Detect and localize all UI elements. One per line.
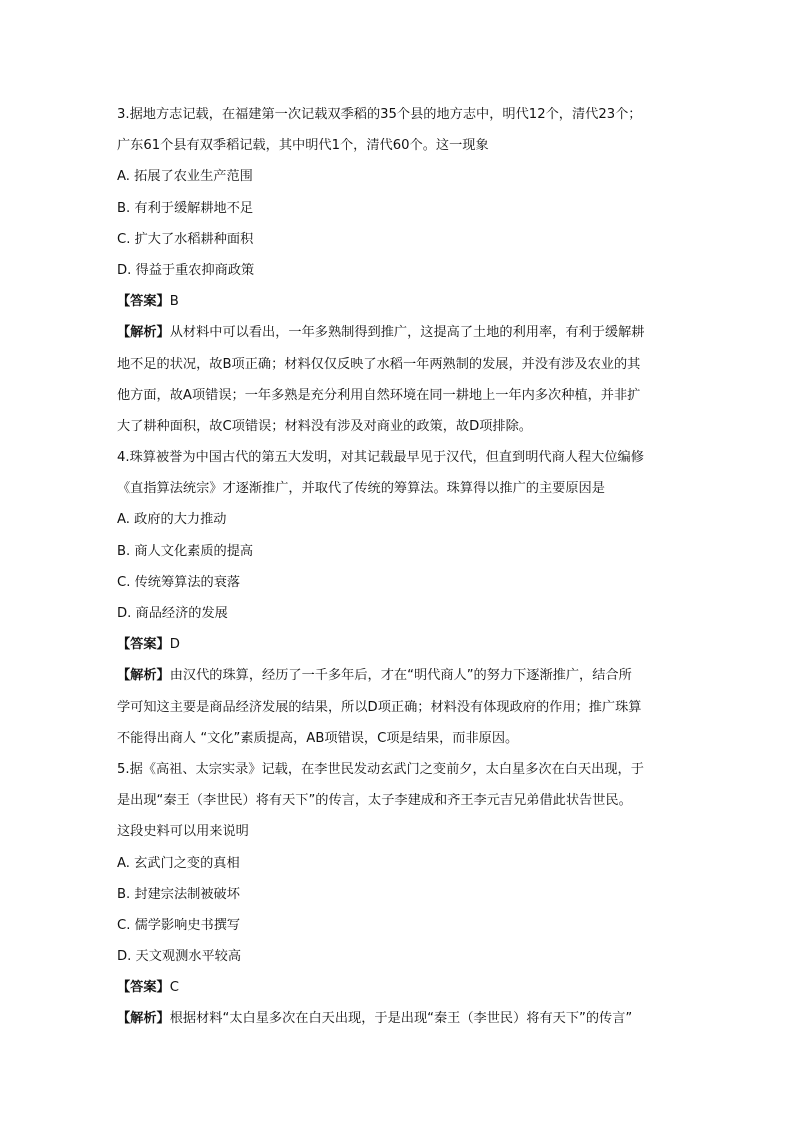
q4-stem-line-1: 4.珠算被誉为中国古代的第五大发明，对其记载最早见于汉代，但直到明代商人程大位编修 — [117, 450, 644, 466]
q4-stem-line-2: 《直指算法统宗》才逐渐推广，并取代了传统的筹算法。珠算得以推广的主要原因是 — [117, 481, 605, 497]
document-page — [117, 99, 679, 1035]
answer-value: C — [169, 980, 179, 996]
answer-tag: 【答案】 — [117, 637, 170, 653]
analysis-text: 从材料中可以看出，一年多熟制得到推广，这提高了土地的利用率，有利于缓解耕 — [169, 325, 645, 341]
q3-option-c: C. 扩大了水稻耕种面积 — [117, 231, 254, 247]
q3-option-b: B. 有利于缓解耕地不足 — [117, 200, 254, 216]
q3-analysis-line-2: 地不足的状况，故B项正确；材料仅仅反映了水稻一年两熟制的发展，并没有涉及农业的其 — [117, 356, 641, 372]
q3-stem-line-1: 3.据地方志记载，在福建第一次记载双季稻的35个县的地方志中，明代12个，清代23个； — [117, 107, 642, 122]
q3-answer — [117, 286, 679, 317]
q5-option-c: C. 儒学影响史书撰写 — [117, 917, 241, 933]
q4-answer — [117, 629, 679, 660]
q4-option-d: D. 商品经济的发展 — [117, 606, 228, 621]
answer-value: B — [169, 294, 179, 310]
q5-answer — [117, 972, 679, 1003]
q3-option-d: D. 得益于重农抑商政策 — [117, 262, 255, 278]
q5-option-a: A. 玄武门之变的真相 — [117, 855, 240, 871]
q5-stem-line-1: 5.据《高祖、太宗实录》记载，在李世民发动玄武门之变前夕，太白星多次在白天出现，于 — [117, 761, 644, 777]
q3-stem-line-2: 广东61个县有双季稻记载，其中明代1个，清代60个。这一现象 — [117, 138, 489, 154]
q4-analysis-line-2: 学可知这主要是商品经济发展的结果，所以D项正确；材料没有体现政府的作用；推广珠算 — [117, 699, 642, 715]
q5-stem-line-3: 这段史料可以用来说明 — [117, 824, 249, 840]
analysis-tag: 【解析】 — [117, 668, 170, 684]
q3-analysis-line-4: 大了耕种面积，故C项错误；材料没有涉及对商业的政策，故D项排除。 — [117, 418, 532, 434]
analysis-text: 由汉代的珠算，经历了一千多年后，才在“明代商人”的努力下逐渐推广，结合所 — [169, 668, 632, 684]
answer-tag: 【答案】 — [117, 294, 170, 310]
q5-option-d: D. 天文观测水平较高 — [117, 949, 242, 965]
q4-analysis-line-3: 不能得出商人 “文化”素质提高，AB项错误，C项是结果，而非原因。 — [117, 730, 519, 746]
answer-tag: 【答案】 — [117, 980, 170, 996]
q4-option-b: B. 商人文化素质的提高 — [117, 543, 254, 559]
q5-stem-line-2: 是出现“秦王（李世民）将有天下”的传言，太子李建成和齐王李元吉兄弟借此状告世民。 — [117, 793, 632, 809]
analysis-text: 根据材料“太白星多次在白天出现，于是出现“秦王（李世民）将有天下”的传言” — [169, 1011, 633, 1027]
q4-option-c: C. 传统筹算法的衰落 — [117, 574, 241, 590]
answer-value: D — [169, 637, 180, 653]
analysis-tag: 【解析】 — [117, 325, 170, 341]
q5-analysis-line-1 — [117, 1003, 679, 1034]
q3-analysis-line-3: 他方面，故A项错误；一年多熟是充分利用自然环境在同一耕地上一年内多次种植，并非扩 — [117, 387, 641, 403]
q4-option-a: A. 政府的大力推动 — [117, 512, 227, 528]
q3-analysis-line-1 — [117, 317, 679, 348]
q4-analysis-line-1 — [117, 660, 679, 691]
q3-option-a: A. 拓展了农业生产范围 — [117, 169, 253, 185]
q5-option-b: B. 封建宗法制被破坏 — [117, 886, 240, 902]
analysis-tag: 【解析】 — [117, 1011, 170, 1027]
